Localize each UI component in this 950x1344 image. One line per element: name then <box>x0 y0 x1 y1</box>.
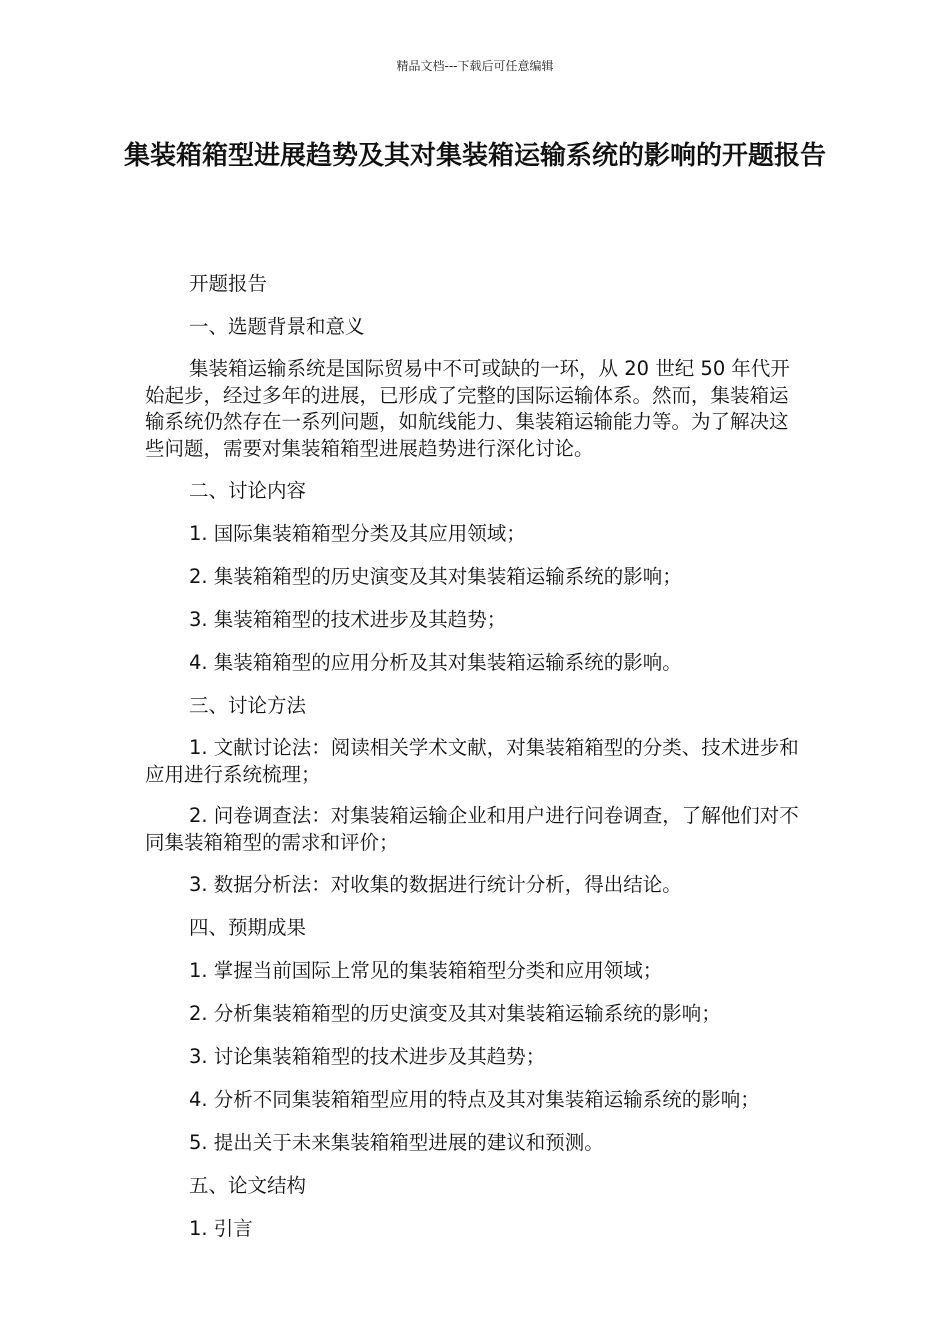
paragraph: 5. 提出关于未来集装箱箱型进展的建议和预测。 <box>189 1131 604 1154</box>
paragraph: 3. 讨论集装箱箱型的技术进步及其趋势； <box>189 1045 546 1068</box>
paragraph: 4. 集装箱箱型的应用分析及其对集装箱运输系统的影响。 <box>189 651 682 674</box>
paragraph: 1. 文献讨论法：阅读相关学术文献，对集装箱箱型的分类、技术进步和应用进行系统梳理； <box>145 736 799 786</box>
document-title: 集装箱箱型进展趋势及其对集装箱运输系统的影响的开题报告 <box>123 141 826 171</box>
paragraph: 1. 引言 <box>189 1217 253 1240</box>
paragraph: 4. 分析不同集装箱箱型应用的特点及其对集装箱运输系统的影响； <box>189 1088 760 1111</box>
header-note: 精品文档---下载后可任意编辑 <box>396 59 554 73</box>
paragraph: 开题报告 <box>189 272 268 295</box>
paragraph: 三、讨论方法 <box>189 694 307 717</box>
paragraph: 3. 集装箱箱型的技术进步及其趋势； <box>189 608 507 631</box>
paragraph: 五、论文结构 <box>189 1174 307 1197</box>
paragraph: 1. 国际集装箱箱型分类及其应用领域； <box>189 522 526 545</box>
paragraph: 一、选题背景和意义 <box>189 315 365 338</box>
paragraph: 2. 问卷调查法：对集装箱运输企业和用户进行问卷调查，了解他们对不同集装箱箱型的需求和评价； <box>145 804 799 854</box>
paragraph: 2. 分析集装箱箱型的历史演变及其对集装箱运输系统的影响； <box>189 1002 721 1025</box>
paragraph: 2. 集装箱箱型的历史演变及其对集装箱运输系统的影响； <box>189 565 682 588</box>
paragraph: 3. 数据分析法：对收集的数据进行统计分析，得出结论。 <box>189 873 682 896</box>
paragraph: 1. 掌握当前国际上常见的集装箱箱型分类和应用领域； <box>189 959 663 982</box>
paragraph: 四、预期成果 <box>189 916 307 939</box>
paragraph: 集装箱运输系统是国际贸易中不可或缺的一环，从 20 世纪 50 年代开始起步，经过多年的进展，已形成了完整的国际运输体系。然而，集装箱运输系统仍然存在一系列问题，如航线能力、集装箱运输能力等。为了解决这些问题，需要对集装箱箱型进展趋势进行深化讨论。 <box>145 357 790 460</box>
document-body <box>145 270 805 1258</box>
paragraph: 二、讨论内容 <box>189 479 307 502</box>
